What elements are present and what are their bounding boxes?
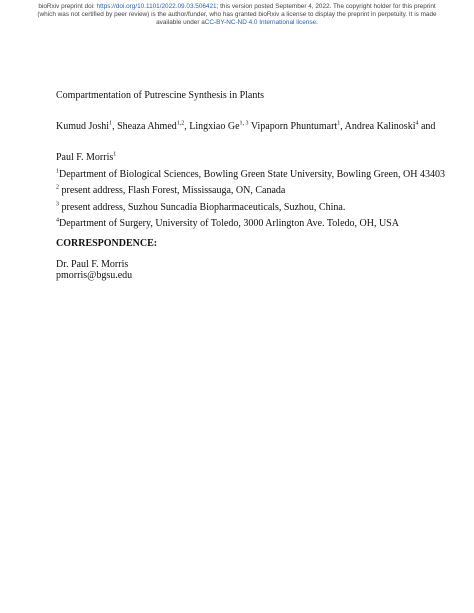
notice-prefix: bioRxiv preprint doi: <box>38 3 97 10</box>
author-affiliation-sup: 1 <box>337 120 341 127</box>
affiliation-text: present address, Suzhou Suncadia Biopharmaceuticals, Suzhou, China. <box>59 202 346 213</box>
author-separator: , <box>340 121 345 132</box>
correspondence-heading: CORRESPONDENCE: <box>56 238 158 249</box>
preprint-notice-line-3 <box>20 19 454 27</box>
author-name: Sheaza Ahmed <box>117 121 177 132</box>
doi-link[interactable]: https://doi.org/10.1101/2022.09.03.506421 <box>96 3 217 10</box>
preprint-notice-line-2: (which was not certified by peer review) is the author/funder, who has granted bioRxiv a license to display the preprint in perpetuity. It is made <box>37 11 437 18</box>
license-prefix: available under a <box>156 19 205 26</box>
affiliation-text: Department of Surgery, University of Toledo, 3000 Arlington Ave. Toledo, OH, USA <box>59 218 399 229</box>
author-name: Lingxiao Ge <box>189 121 240 132</box>
author-affiliation-sup: 1 <box>113 151 117 158</box>
affiliation-4 <box>56 218 399 230</box>
notice-suffix: ; this version posted September 4, 2022. The copyright holder for this preprint <box>216 3 436 10</box>
affiliation-sup: 2 <box>56 184 59 191</box>
affiliation-sup: 1 <box>56 168 59 175</box>
preprint-notice-line-1 <box>20 3 454 11</box>
affiliation-sup: 3 <box>56 201 59 208</box>
author-affiliation-sup: 4 <box>415 120 419 127</box>
author-separator: , <box>184 121 190 132</box>
affiliation-text: present address, Flash Forest, Mississauga, ON, Canada <box>59 185 286 196</box>
author-line-1 <box>56 121 435 133</box>
affiliation-text: Department of Biological Sciences, Bowling Green State University, Bowling Green, OH 43403 <box>59 169 445 180</box>
author-affiliation-sup: 1,2 <box>176 120 185 127</box>
affiliation-3 <box>56 202 345 214</box>
author-affiliation-sup: 1, 3 <box>239 120 249 127</box>
author-name: Vipaporn Phuntumart <box>250 121 338 132</box>
author-line-2 <box>56 152 116 164</box>
author-name: Paul F. Morris <box>56 152 114 163</box>
author-affiliation-sup: 1 <box>109 120 113 127</box>
license-suffix: . <box>316 19 318 26</box>
preprint-notice <box>20 3 454 27</box>
author-name: Kumud Joshi <box>56 121 110 132</box>
paper-title: Compartmentation of Putrescine Synthesis in Plants <box>56 90 265 101</box>
author-name: Andrea Kalinoski <box>344 121 416 132</box>
correspondence-name: Dr. Paul F. Morris <box>56 259 129 270</box>
affiliation-sup: 4 <box>56 217 59 224</box>
correspondence-email[interactable]: pmorris@bgsu.edu <box>56 270 133 281</box>
affiliation-2 <box>56 185 285 197</box>
license-link[interactable]: CC-BY-NC-ND 4.0 International license <box>204 19 317 26</box>
author-separator: , <box>112 121 118 132</box>
affiliation-1 <box>56 169 445 181</box>
author-separator: and <box>418 121 436 132</box>
